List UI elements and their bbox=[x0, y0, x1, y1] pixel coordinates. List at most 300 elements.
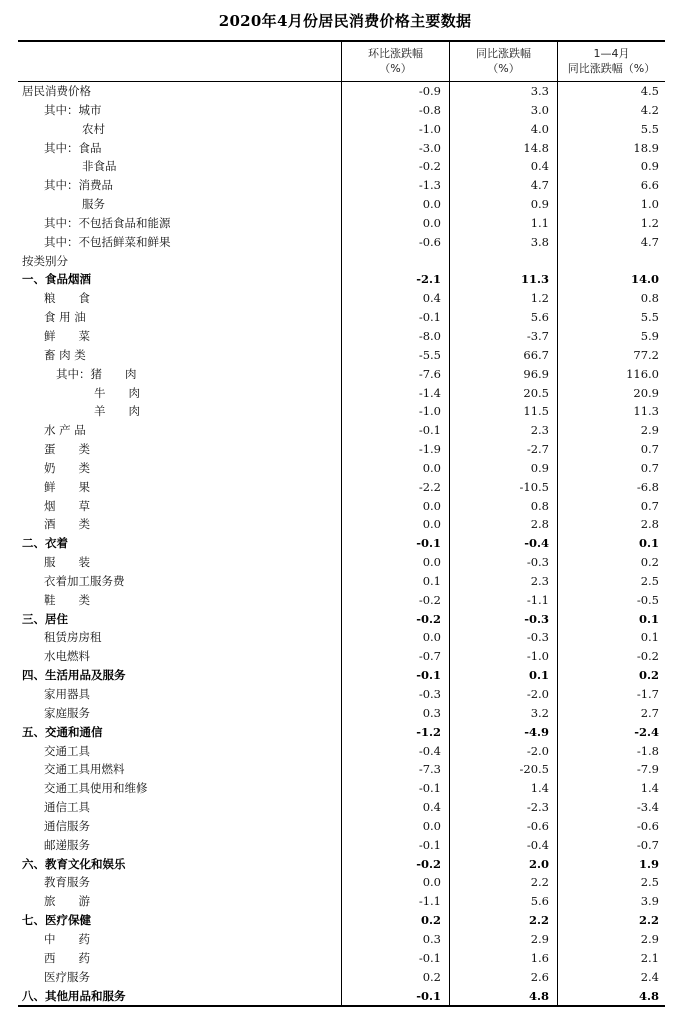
table-row bbox=[18, 214, 665, 233]
row-label: 服务 bbox=[82, 197, 105, 212]
row-label: 教育服务 bbox=[44, 875, 90, 890]
value-mom: -0.7 bbox=[418, 649, 441, 664]
value-ytd: 77.2 bbox=[633, 347, 659, 362]
table-row bbox=[18, 459, 665, 478]
table-row bbox=[18, 591, 665, 610]
value-ytd: 2.2 bbox=[638, 913, 659, 928]
column-divider bbox=[557, 779, 558, 798]
column-divider bbox=[449, 101, 450, 120]
table-row bbox=[18, 685, 665, 704]
row-label: 通信服务 bbox=[44, 818, 90, 833]
value-mom: -1.0 bbox=[418, 404, 441, 419]
column-divider bbox=[557, 704, 558, 723]
value-yoy: 2.2 bbox=[528, 913, 549, 928]
column-divider bbox=[557, 873, 558, 892]
table-row bbox=[18, 270, 665, 289]
table-row bbox=[18, 723, 665, 742]
row-label: 其中：城市 bbox=[44, 102, 102, 117]
column-divider bbox=[557, 911, 558, 930]
value-ytd: 2.9 bbox=[640, 931, 659, 946]
table-row bbox=[18, 195, 665, 214]
row-label: 鞋 类 bbox=[44, 592, 90, 607]
column-divider bbox=[341, 987, 342, 1006]
value-mom: -0.2 bbox=[418, 159, 441, 174]
table-row bbox=[18, 384, 665, 403]
column-divider bbox=[341, 101, 342, 120]
column-divider bbox=[341, 478, 342, 497]
value-mom: 0.0 bbox=[422, 215, 441, 230]
row-label: 鲜 菜 bbox=[44, 328, 90, 343]
value-yoy: 0.8 bbox=[530, 498, 549, 513]
value-yoy: 2.3 bbox=[530, 423, 549, 438]
value-ytd: 0.8 bbox=[640, 291, 659, 306]
value-yoy: -2.7 bbox=[526, 442, 549, 457]
value-ytd: -1.7 bbox=[636, 687, 659, 701]
column-divider bbox=[341, 402, 342, 421]
value-yoy: 20.5 bbox=[523, 385, 549, 400]
column-divider bbox=[557, 120, 558, 139]
row-label: 西 药 bbox=[44, 950, 90, 965]
table-row bbox=[18, 742, 665, 761]
value-ytd: 14.0 bbox=[630, 272, 659, 287]
value-yoy: 66.7 bbox=[523, 347, 549, 362]
column-divider bbox=[341, 911, 342, 930]
column-divider bbox=[557, 233, 558, 252]
column-divider bbox=[557, 421, 558, 440]
header-mom bbox=[341, 42, 449, 82]
column-divider bbox=[449, 214, 450, 233]
row-label: 奶 类 bbox=[44, 460, 90, 475]
column-divider bbox=[449, 365, 450, 384]
column-divider bbox=[557, 987, 558, 1006]
column-divider bbox=[449, 572, 450, 591]
row-label: 旅 游 bbox=[44, 894, 90, 909]
row-label: 三、居住 bbox=[22, 611, 68, 626]
column-divider bbox=[341, 252, 342, 271]
row-label: 一、食品烟酒 bbox=[22, 272, 91, 287]
value-mom: 0.2 bbox=[420, 913, 441, 928]
column-divider bbox=[341, 873, 342, 892]
value-yoy: 5.6 bbox=[530, 310, 549, 325]
value-mom: -2.2 bbox=[418, 479, 441, 494]
column-divider bbox=[557, 723, 558, 742]
column-divider bbox=[449, 666, 450, 685]
table-row bbox=[18, 817, 665, 836]
value-mom: -1.1 bbox=[418, 894, 441, 909]
value-ytd: 5.9 bbox=[640, 328, 659, 343]
column-divider bbox=[449, 987, 450, 1006]
table-row bbox=[18, 421, 665, 440]
value-yoy: 11.5 bbox=[523, 404, 549, 419]
column-divider bbox=[449, 760, 450, 779]
row-label: 其中：猪 肉 bbox=[56, 366, 137, 381]
column-divider bbox=[557, 252, 558, 271]
value-yoy: 5.6 bbox=[530, 894, 549, 909]
value-mom: 0.0 bbox=[422, 197, 441, 212]
column-divider bbox=[557, 892, 558, 911]
column-divider bbox=[341, 120, 342, 139]
column-divider bbox=[557, 270, 558, 289]
column-divider bbox=[341, 139, 342, 158]
column-divider bbox=[449, 402, 450, 421]
table-row bbox=[18, 704, 665, 723]
value-yoy: 0.9 bbox=[530, 460, 549, 475]
row-label: 农村 bbox=[82, 121, 105, 136]
table-row bbox=[18, 534, 665, 553]
value-ytd: 2.8 bbox=[640, 517, 659, 532]
row-label: 其中：食品 bbox=[44, 140, 102, 155]
value-mom: -1.9 bbox=[418, 442, 441, 457]
value-yoy: 2.3 bbox=[530, 573, 549, 588]
value-yoy: -0.3 bbox=[526, 555, 549, 570]
value-ytd: 0.7 bbox=[640, 442, 659, 457]
value-mom: 0.0 bbox=[422, 460, 441, 475]
row-label: 畜 肉 类 bbox=[44, 347, 86, 362]
value-ytd: -3.4 bbox=[636, 800, 659, 815]
column-divider bbox=[449, 742, 450, 761]
column-divider bbox=[557, 157, 558, 176]
column-divider bbox=[449, 497, 450, 516]
column-divider bbox=[557, 760, 558, 779]
header-mom-line1: 环比涨跌幅 bbox=[368, 47, 423, 60]
column-divider bbox=[449, 289, 450, 308]
header-ytd-line2: 同比涨跌幅（%） bbox=[567, 62, 656, 75]
value-ytd: 0.1 bbox=[638, 611, 659, 626]
column-divider bbox=[341, 798, 342, 817]
value-mom: -1.3 bbox=[418, 178, 441, 193]
column-divider bbox=[449, 233, 450, 252]
row-label: 中 药 bbox=[44, 931, 90, 946]
column-divider bbox=[449, 176, 450, 195]
value-ytd: 2.5 bbox=[640, 573, 659, 588]
column-divider bbox=[449, 779, 450, 798]
value-yoy: 1.6 bbox=[530, 950, 549, 965]
column-divider bbox=[449, 591, 450, 610]
value-yoy: -0.6 bbox=[526, 818, 549, 833]
value-yoy: 11.3 bbox=[520, 272, 549, 287]
table-row bbox=[18, 949, 665, 968]
value-ytd: 2.1 bbox=[640, 950, 659, 965]
column-divider bbox=[449, 440, 450, 459]
value-mom: -0.1 bbox=[416, 536, 441, 551]
value-yoy: -0.4 bbox=[526, 837, 549, 852]
cpi-table bbox=[18, 40, 665, 1007]
column-divider bbox=[341, 384, 342, 403]
column-divider bbox=[341, 855, 342, 874]
value-yoy: 1.1 bbox=[530, 215, 549, 230]
row-label: 四、生活用品及服务 bbox=[22, 668, 126, 683]
table-row bbox=[18, 892, 665, 911]
column-divider bbox=[341, 157, 342, 176]
column-divider bbox=[557, 647, 558, 666]
column-divider bbox=[449, 327, 450, 346]
value-yoy: 4.0 bbox=[530, 121, 549, 136]
value-mom: -0.8 bbox=[418, 102, 441, 117]
header-ytd bbox=[557, 42, 665, 82]
value-mom: 0.3 bbox=[422, 931, 441, 946]
row-label: 邮递服务 bbox=[44, 837, 90, 852]
column-divider bbox=[557, 836, 558, 855]
column-divider bbox=[341, 647, 342, 666]
row-label: 六、教育文化和娱乐 bbox=[22, 856, 126, 871]
table-row bbox=[18, 327, 665, 346]
table-row bbox=[18, 308, 665, 327]
column-divider bbox=[341, 610, 342, 629]
column-divider bbox=[449, 855, 450, 874]
value-ytd: 0.1 bbox=[640, 630, 659, 645]
value-mom: 0.0 bbox=[422, 630, 441, 645]
value-ytd: 4.7 bbox=[640, 234, 659, 249]
row-label: 五、交通和通信 bbox=[22, 724, 103, 739]
column-divider bbox=[341, 628, 342, 647]
value-ytd: 2.7 bbox=[640, 705, 659, 720]
value-yoy: 0.4 bbox=[530, 159, 549, 174]
value-yoy: 1.4 bbox=[530, 781, 549, 796]
row-label: 服 装 bbox=[44, 555, 90, 570]
table-row bbox=[18, 515, 665, 534]
table-row bbox=[18, 157, 665, 176]
column-divider bbox=[341, 82, 342, 101]
value-mom: -0.1 bbox=[418, 837, 441, 852]
row-label: 酒 类 bbox=[44, 517, 90, 532]
table-row bbox=[18, 365, 665, 384]
value-ytd: -0.2 bbox=[636, 649, 659, 664]
column-divider bbox=[449, 459, 450, 478]
column-divider bbox=[341, 968, 342, 987]
row-label: 家用器具 bbox=[44, 687, 90, 701]
table-row bbox=[18, 779, 665, 798]
column-divider bbox=[341, 553, 342, 572]
column-divider bbox=[341, 817, 342, 836]
value-mom: -1.4 bbox=[418, 385, 441, 400]
column-divider bbox=[449, 873, 450, 892]
value-yoy: 2.6 bbox=[530, 969, 549, 984]
column-divider bbox=[341, 704, 342, 723]
column-divider bbox=[341, 327, 342, 346]
value-ytd: 6.6 bbox=[640, 178, 659, 193]
value-ytd: 116.0 bbox=[626, 366, 659, 381]
value-mom: -0.2 bbox=[416, 856, 441, 871]
value-yoy: -2.0 bbox=[526, 687, 549, 701]
column-divider bbox=[449, 195, 450, 214]
table-row bbox=[18, 647, 665, 666]
value-mom: -8.0 bbox=[418, 328, 441, 343]
column-divider bbox=[341, 515, 342, 534]
column-divider bbox=[449, 553, 450, 572]
value-ytd: 1.0 bbox=[640, 197, 659, 212]
value-ytd: 0.2 bbox=[640, 555, 659, 570]
value-ytd: 2.9 bbox=[640, 423, 659, 438]
value-mom: -0.6 bbox=[418, 234, 441, 249]
row-label: 居民消费价格 bbox=[22, 84, 91, 98]
value-yoy: -4.9 bbox=[524, 724, 549, 739]
row-label: 七、医疗保健 bbox=[22, 913, 91, 928]
value-ytd: 0.2 bbox=[638, 668, 659, 683]
value-mom: 0.0 bbox=[422, 875, 441, 890]
column-divider bbox=[341, 346, 342, 365]
column-divider bbox=[557, 195, 558, 214]
row-label: 食 用 油 bbox=[44, 310, 86, 325]
value-yoy: -1.0 bbox=[526, 649, 549, 664]
column-divider bbox=[449, 270, 450, 289]
value-ytd: -0.5 bbox=[636, 592, 659, 607]
column-divider bbox=[557, 289, 558, 308]
row-label: 水电燃料 bbox=[44, 649, 90, 664]
value-yoy: 14.8 bbox=[523, 140, 549, 155]
column-divider bbox=[341, 949, 342, 968]
value-ytd: 4.5 bbox=[640, 84, 659, 98]
header-yoy bbox=[449, 42, 557, 82]
value-yoy: -10.5 bbox=[519, 479, 549, 494]
table-row bbox=[18, 760, 665, 779]
column-divider bbox=[449, 120, 450, 139]
column-divider bbox=[449, 704, 450, 723]
row-label: 粮 食 bbox=[44, 291, 90, 306]
value-mom: -7.3 bbox=[418, 762, 441, 777]
row-label: 水 产 品 bbox=[44, 423, 86, 438]
column-divider bbox=[449, 647, 450, 666]
value-mom: -0.1 bbox=[416, 668, 441, 683]
column-divider bbox=[557, 610, 558, 629]
column-divider bbox=[557, 327, 558, 346]
column-divider bbox=[557, 855, 558, 874]
column-divider bbox=[449, 817, 450, 836]
column-divider bbox=[341, 572, 342, 591]
value-yoy: 2.0 bbox=[528, 856, 549, 871]
column-divider bbox=[557, 666, 558, 685]
column-divider bbox=[341, 591, 342, 610]
column-divider bbox=[341, 365, 342, 384]
value-yoy: 2.9 bbox=[530, 931, 549, 946]
table-row bbox=[18, 176, 665, 195]
column-divider bbox=[557, 139, 558, 158]
column-divider bbox=[449, 139, 450, 158]
column-divider bbox=[557, 572, 558, 591]
value-ytd: -6.8 bbox=[636, 479, 659, 494]
column-divider bbox=[341, 440, 342, 459]
table-body bbox=[18, 82, 665, 1005]
column-divider bbox=[449, 949, 450, 968]
value-ytd: 5.5 bbox=[640, 121, 659, 136]
column-divider bbox=[449, 968, 450, 987]
value-yoy: 4.8 bbox=[528, 988, 549, 1003]
row-label: 牛 肉 bbox=[94, 385, 140, 400]
table-row bbox=[18, 139, 665, 158]
column-divider bbox=[341, 176, 342, 195]
row-label: 其中：不包括食品和能源 bbox=[44, 215, 171, 230]
column-divider bbox=[449, 252, 450, 271]
column-divider bbox=[449, 685, 450, 704]
value-yoy: -3.7 bbox=[526, 328, 549, 343]
value-yoy: -2.3 bbox=[526, 800, 549, 815]
table-row bbox=[18, 233, 665, 252]
column-divider bbox=[449, 82, 450, 101]
table-row bbox=[18, 610, 665, 629]
table-row bbox=[18, 930, 665, 949]
table-row bbox=[18, 346, 665, 365]
value-yoy: -20.5 bbox=[519, 762, 549, 777]
column-divider bbox=[557, 968, 558, 987]
column-divider bbox=[449, 628, 450, 647]
column-divider bbox=[341, 233, 342, 252]
value-yoy: 3.8 bbox=[530, 234, 549, 249]
column-divider bbox=[557, 82, 558, 101]
column-divider bbox=[449, 346, 450, 365]
value-mom: -0.1 bbox=[416, 988, 441, 1003]
row-label: 烟 草 bbox=[44, 498, 90, 513]
column-divider bbox=[557, 515, 558, 534]
header-yoy-line1: 同比涨跌幅 bbox=[476, 47, 531, 60]
table-row bbox=[18, 440, 665, 459]
value-mom: -0.1 bbox=[418, 950, 441, 965]
row-label: 医疗服务 bbox=[44, 969, 90, 984]
column-divider bbox=[449, 836, 450, 855]
column-divider bbox=[557, 685, 558, 704]
column-divider bbox=[341, 779, 342, 798]
value-yoy: -0.3 bbox=[524, 611, 549, 626]
row-label: 其中：消费品 bbox=[44, 178, 113, 193]
row-label: 交通工具用燃料 bbox=[44, 762, 125, 777]
column-divider bbox=[557, 384, 558, 403]
value-mom: -1.2 bbox=[416, 724, 441, 739]
value-ytd: 5.5 bbox=[640, 310, 659, 325]
column-divider bbox=[557, 402, 558, 421]
column-divider bbox=[341, 666, 342, 685]
value-ytd: 18.9 bbox=[633, 140, 659, 155]
table-row bbox=[18, 402, 665, 421]
table-row bbox=[18, 836, 665, 855]
table-row bbox=[18, 968, 665, 987]
value-mom: 0.0 bbox=[422, 498, 441, 513]
table-header bbox=[18, 42, 665, 82]
column-divider bbox=[341, 270, 342, 289]
value-ytd: 0.9 bbox=[640, 159, 659, 174]
row-label: 通信工具 bbox=[44, 800, 90, 815]
value-mom: -0.2 bbox=[418, 592, 441, 607]
row-label: 按类别分 bbox=[22, 253, 68, 268]
column-divider bbox=[341, 459, 342, 478]
column-divider bbox=[449, 930, 450, 949]
table-row bbox=[18, 120, 665, 139]
column-divider bbox=[557, 478, 558, 497]
column-divider bbox=[449, 610, 450, 629]
column-divider bbox=[341, 497, 342, 516]
value-yoy: 3.0 bbox=[530, 102, 549, 117]
table-row bbox=[18, 289, 665, 308]
column-divider bbox=[557, 628, 558, 647]
header-ytd-line1: 1—4月 bbox=[593, 47, 630, 60]
value-mom: -0.4 bbox=[418, 743, 441, 758]
value-mom: -0.2 bbox=[416, 611, 441, 626]
column-divider bbox=[557, 176, 558, 195]
value-ytd: 2.5 bbox=[640, 875, 659, 890]
value-mom: 0.2 bbox=[422, 969, 441, 984]
column-divider bbox=[449, 157, 450, 176]
row-label: 蛋 类 bbox=[44, 442, 90, 457]
column-divider bbox=[557, 591, 558, 610]
value-yoy: 3.2 bbox=[530, 705, 549, 720]
table-row bbox=[18, 855, 665, 874]
value-yoy: 4.7 bbox=[530, 178, 549, 193]
value-ytd: 2.4 bbox=[640, 969, 659, 984]
column-divider bbox=[341, 930, 342, 949]
value-ytd: 1.4 bbox=[640, 781, 659, 796]
value-mom: 0.3 bbox=[422, 705, 441, 720]
value-ytd: 0.7 bbox=[640, 460, 659, 475]
table-row bbox=[18, 478, 665, 497]
column-divider bbox=[449, 478, 450, 497]
value-ytd: -1.8 bbox=[636, 743, 659, 758]
